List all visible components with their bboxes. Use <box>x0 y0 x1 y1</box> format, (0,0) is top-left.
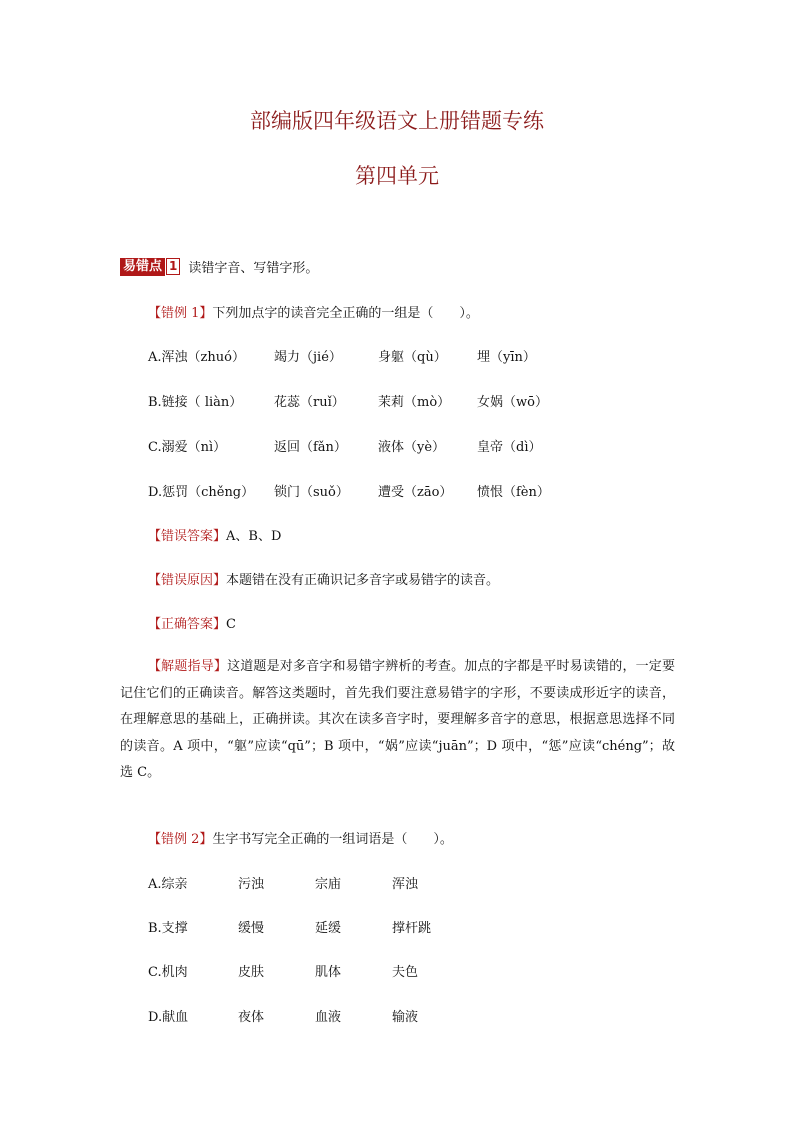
option-cell: 肌体 <box>315 965 342 980</box>
error-point-number: 1 <box>166 258 180 275</box>
option-cell: 缓慢 <box>238 921 265 936</box>
option-cell: 返回（fǎn） <box>274 440 347 455</box>
option-cell: 身躯（qù） <box>378 350 447 365</box>
option-cell: 污浊 <box>238 877 265 892</box>
option-cell: 输液 <box>392 1010 419 1025</box>
example2-tag: 【错例 2】 <box>148 832 213 847</box>
option-cell: 浑浊 <box>392 877 419 892</box>
error-point-header <box>120 257 318 276</box>
option-cell: 遭受（zāo） <box>378 485 453 500</box>
solution-guide-tag: 【解题指导】 <box>148 659 228 674</box>
option-cell: 埋（yīn） <box>477 350 536 365</box>
example1-question-text: 下列加点字的读音完全正确的一组是（ ）。 <box>212 306 479 321</box>
option-cell: C.机肉 <box>148 965 188 980</box>
option-cell: 夫色 <box>392 965 419 980</box>
option-cell: 花蕊（ruǐ） <box>274 395 345 410</box>
option-cell: D.惩罚（chěng） <box>148 485 255 500</box>
option-cell: 茉莉（mò） <box>378 395 451 410</box>
correct-answer-text: C <box>226 617 236 632</box>
wrong-answer <box>148 525 281 544</box>
option-cell: 撑杆跳 <box>392 921 432 936</box>
wrong-reason <box>148 569 499 588</box>
error-point-badge: 易错点 <box>120 258 165 276</box>
solution-guide-text: 这道题是对多音字和易错字辨析的考查。加点的字都是平时易读错的，一定要记住它们的正确读音。解答这类题时，首先我们要注意易错字的字形，不要读成形近字的读音，在理解意思的基础上，正确拼读。其次在读多音字时，要理解多音字的意思，根据意思选择不同的读音。A 项中，“躯”应读“qū”；B 项中，“娲”应读“juān”；D 项中，“惩”应读“chéng”；故选 C。 <box>120 659 675 780</box>
example2-question-text: 生字书写完全正确的一组词语是（ ）。 <box>212 832 453 847</box>
option-cell: 宗庙 <box>315 877 342 892</box>
example2-question <box>148 828 453 847</box>
option-cell: 皇帝（dì） <box>477 440 542 455</box>
option-cell: B.链接（ liàn） <box>148 395 243 410</box>
example1-question <box>148 302 479 321</box>
option-cell: 血液 <box>315 1010 342 1025</box>
error-point-text: 读错字音、写错字形。 <box>188 261 319 276</box>
option-cell: B.支撑 <box>148 921 188 936</box>
option-cell: A.综亲 <box>148 877 188 892</box>
option-cell: 夜体 <box>238 1010 265 1025</box>
option-cell: 愤恨（fèn） <box>477 485 550 500</box>
option-cell: 竭力（jié） <box>274 350 342 365</box>
wrong-answer-tag: 【错误答案】 <box>148 529 227 544</box>
option-cell: A.浑浊（zhuó） <box>148 350 245 365</box>
unit-subtitle: 第四单元 <box>355 164 439 188</box>
wrong-reason-text: 本题错在没有正确识记多音字或易错字的读音。 <box>226 573 500 588</box>
correct-answer-tag: 【正确答案】 <box>148 617 227 632</box>
option-cell: 延缓 <box>315 921 342 936</box>
option-cell: C.溺爱（nì） <box>148 440 227 455</box>
wrong-reason-tag: 【错误原因】 <box>148 573 227 588</box>
solution-guide <box>120 654 675 787</box>
option-cell: D.献血 <box>148 1010 189 1025</box>
example1-tag: 【错例 1】 <box>148 306 213 321</box>
option-cell: 女娲（wō） <box>477 395 548 410</box>
correct-answer <box>148 613 236 632</box>
option-cell: 液体（yè） <box>378 440 446 455</box>
option-cell: 皮肤 <box>238 965 265 980</box>
wrong-answer-text: A、B、D <box>226 529 282 544</box>
page-title: 部编版四年级语文上册错题专练 <box>250 109 544 133</box>
option-cell: 锁门（suǒ） <box>274 485 349 500</box>
